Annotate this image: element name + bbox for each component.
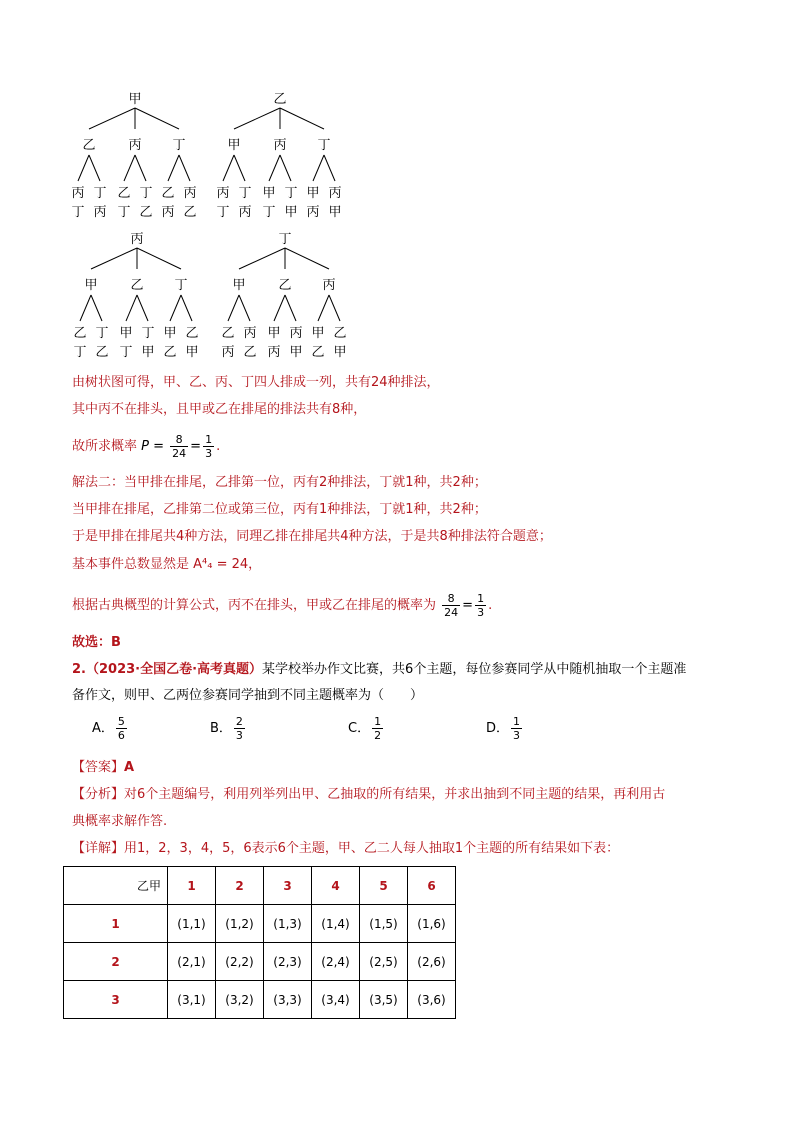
tree-branch bbox=[91, 295, 102, 321]
tree-leaf-top: 乙 bbox=[185, 326, 199, 341]
table-cell: (1,1) bbox=[168, 905, 216, 943]
tree-leaf-top: 甲 bbox=[306, 186, 320, 201]
tree-leaf-bottom: 乙 bbox=[139, 205, 153, 220]
analysis-line1 bbox=[72, 786, 665, 804]
solution1-end: . bbox=[216, 439, 221, 454]
tree-leaf-bottom: 丙 bbox=[221, 345, 235, 360]
option-d-label: D． bbox=[486, 721, 510, 736]
tree-branch bbox=[324, 155, 335, 181]
solution1-frac2: $\frac{1}{3}$ bbox=[205, 433, 213, 460]
table-cell: (2,5) bbox=[360, 943, 408, 981]
question2-number: 2. bbox=[72, 662, 86, 677]
col-header: 6 bbox=[408, 867, 456, 905]
table-cell: (1,5) bbox=[360, 905, 408, 943]
option-c-frac: $\frac{1}{2}$ bbox=[374, 715, 382, 742]
option-a-frac: $\frac{5}{6}$ bbox=[117, 715, 125, 742]
tree-branch bbox=[239, 248, 285, 269]
tree-leaf-top: 丁 bbox=[93, 186, 107, 201]
tree-branch bbox=[228, 295, 239, 321]
tree-branch bbox=[329, 295, 340, 321]
solution1-eq: = bbox=[190, 439, 202, 454]
tree-branch bbox=[179, 155, 190, 181]
tree-child: 乙 bbox=[82, 138, 96, 153]
table-header-row bbox=[64, 867, 456, 905]
tree-child: 丁 bbox=[172, 138, 186, 153]
tree-leaf-top: 甲 bbox=[119, 326, 133, 341]
solution1-var: P = bbox=[141, 439, 165, 454]
table-cell: (3,1) bbox=[168, 981, 216, 1019]
detail-line bbox=[72, 840, 619, 858]
table-cell: (2,4) bbox=[312, 943, 360, 981]
tree-child: 丁 bbox=[317, 138, 331, 153]
analysis-tag: 【分析】 bbox=[72, 787, 125, 802]
answer2-value: A bbox=[124, 760, 135, 775]
tree-leaf-bottom: 丁 bbox=[119, 345, 133, 360]
tree-leaf-bottom: 乙 bbox=[311, 345, 325, 360]
tree-branch bbox=[318, 295, 329, 321]
tree-leaf-top: 丙 bbox=[243, 326, 257, 341]
tree-branch bbox=[239, 295, 250, 321]
solution1-line1: 由树状图可得，甲、乙、丙、丁四人排成一列，共有24种排法， bbox=[72, 375, 440, 390]
solution2-line3: 于是甲排在排尾共4种方法，同理乙排在排尾共4种方法，于是共8种排法符合题意； bbox=[72, 529, 552, 544]
solution2-prefix: 根据古典概型的计算公式，丙不在排头，甲或乙在排尾的概率为 bbox=[72, 598, 437, 613]
question2-line2: 备作文，则甲、乙两位参赛同学抽到不同主题概率为（ ） bbox=[72, 688, 424, 703]
tree-leaf-top: 甲 bbox=[163, 326, 177, 341]
table-cell: (1,2) bbox=[216, 905, 264, 943]
tree-leaf-bottom: 甲 bbox=[185, 345, 199, 360]
tree-child: 丙 bbox=[322, 278, 336, 293]
option-c bbox=[348, 715, 385, 742]
tree-child: 甲 bbox=[232, 278, 246, 293]
tree-branch bbox=[135, 108, 179, 129]
row-header: 1 bbox=[64, 905, 168, 943]
solution2-end: . bbox=[488, 598, 493, 613]
tree-leaf-bottom: 甲 bbox=[333, 345, 347, 360]
table-corner-cell: 乙甲 bbox=[64, 867, 168, 905]
tree-leaf-top: 甲 bbox=[262, 186, 276, 201]
question2-line1 bbox=[72, 661, 686, 679]
tree-branch bbox=[89, 155, 100, 181]
option-b-label: B． bbox=[210, 721, 232, 736]
tree-branch bbox=[137, 248, 181, 269]
col-header: 2 bbox=[216, 867, 264, 905]
solution2-line2: 当甲排在排尾，乙排第二位或第三位，丙有1种排法，丁就1种，共2种； bbox=[72, 502, 487, 517]
tree-child: 乙 bbox=[278, 278, 292, 293]
tree-root: 丙 bbox=[130, 232, 144, 247]
option-b-frac: $\frac{2}{3}$ bbox=[235, 715, 243, 742]
tree-branch bbox=[137, 295, 148, 321]
tree-leaf-top: 丙 bbox=[71, 186, 85, 201]
tree-child: 乙 bbox=[130, 278, 144, 293]
tree-root: 乙 bbox=[273, 92, 287, 107]
tree-leaf-bottom: 丁 bbox=[71, 205, 85, 220]
solution2-eq: = bbox=[462, 598, 474, 613]
answer2-tag: 【答案】 bbox=[72, 760, 125, 775]
col-header: 1 bbox=[168, 867, 216, 905]
tree-branch bbox=[135, 155, 146, 181]
tree-leaf-top: 乙 bbox=[161, 186, 175, 201]
analysis-text1: 对6个主题编号，利用列举列出甲、乙抽取的所有结果，并求出抽到不同主题的结果，再利用古 bbox=[124, 787, 666, 802]
tree-leaf-top: 乙 bbox=[221, 326, 235, 341]
solution1-frac1: $\frac{8}{24}$ bbox=[172, 433, 187, 460]
tree-leaf-top: 甲 bbox=[267, 326, 281, 341]
table-row bbox=[64, 943, 456, 981]
tree-leaf-bottom: 丁 bbox=[73, 345, 87, 360]
analysis-line2: 典概率求解作答. bbox=[72, 814, 168, 829]
detail-tag: 【详解】 bbox=[72, 841, 125, 856]
tree-leaf-top: 丙 bbox=[216, 186, 230, 201]
tree-branch bbox=[285, 248, 329, 269]
solution2-frac1: $\frac{8}{24}$ bbox=[444, 592, 459, 619]
tree-leaf-bottom: 丁 bbox=[216, 205, 230, 220]
tree-leaf-bottom: 甲 bbox=[289, 345, 303, 360]
detail-text: 用1，2，3，4，5，6表示6个主题，甲、乙二人每人抽取1个主题的所有结果如下表： bbox=[124, 841, 620, 856]
tree-branch bbox=[280, 155, 291, 181]
tree-leaf-bottom: 丙 bbox=[161, 205, 175, 220]
tree-root: 丁 bbox=[278, 232, 292, 247]
tree-branch bbox=[313, 155, 324, 181]
tree-leaf-top: 丁 bbox=[284, 186, 298, 201]
solution2-frac2: $\frac{1}{3}$ bbox=[477, 592, 485, 619]
tree-branch bbox=[223, 155, 234, 181]
tree-branch bbox=[181, 295, 192, 321]
table-row bbox=[64, 905, 456, 943]
table-cell: (3,5) bbox=[360, 981, 408, 1019]
col-header: 5 bbox=[360, 867, 408, 905]
row-header: 2 bbox=[64, 943, 168, 981]
table-cell: (3,6) bbox=[408, 981, 456, 1019]
col-header: 4 bbox=[312, 867, 360, 905]
tree-leaf-bottom: 丙 bbox=[93, 205, 107, 220]
tree-child: 丙 bbox=[128, 138, 142, 153]
question2-source: （2023·全国乙卷·高考真题） bbox=[85, 662, 263, 677]
solution2-line1: 解法二：当甲排在排尾，乙排第一位，丙有2种排法，丁就1种，共2种； bbox=[72, 475, 487, 490]
tree-leaf-bottom: 丁 bbox=[117, 205, 131, 220]
tree-branch bbox=[124, 155, 135, 181]
option-a-label: A． bbox=[92, 721, 114, 736]
tree-leaf-top: 丙 bbox=[328, 186, 342, 201]
table-cell: (1,3) bbox=[264, 905, 312, 943]
tree-child: 丁 bbox=[174, 278, 188, 293]
tree-child: 丙 bbox=[273, 138, 287, 153]
tree-leaf-top: 乙 bbox=[73, 326, 87, 341]
option-c-label: C． bbox=[348, 721, 371, 736]
solution1-line2: 其中丙不在排头，且甲或乙在排尾的排法共有8种， bbox=[72, 402, 367, 417]
option-a bbox=[92, 715, 129, 742]
tree-branch bbox=[91, 248, 137, 269]
tree-leaf-top: 丁 bbox=[238, 186, 252, 201]
tree-branch bbox=[78, 155, 89, 181]
tree-branch bbox=[80, 295, 91, 321]
tree-leaf-top: 乙 bbox=[117, 186, 131, 201]
tree-leaf-bottom: 丙 bbox=[306, 205, 320, 220]
option-d bbox=[486, 715, 524, 742]
solution1-prefix: 故所求概率 bbox=[72, 439, 138, 454]
tree-branch bbox=[234, 155, 245, 181]
solution2-line5 bbox=[72, 588, 492, 624]
tree-leaf-bottom: 甲 bbox=[328, 205, 342, 220]
table-cell: (2,2) bbox=[216, 943, 264, 981]
table-cell: (3,4) bbox=[312, 981, 360, 1019]
tree-branch bbox=[269, 155, 280, 181]
row-header: 3 bbox=[64, 981, 168, 1019]
tree-child: 甲 bbox=[227, 138, 241, 153]
question2-text1: 某学校举办作文比赛，共6个主题，每位参赛同学从中随机抽取一个主题准 bbox=[262, 662, 687, 677]
tree-branch bbox=[285, 295, 296, 321]
table-cell: (2,6) bbox=[408, 943, 456, 981]
option-d-frac: $\frac{1}{3}$ bbox=[513, 715, 521, 742]
table-cell: (3,2) bbox=[216, 981, 264, 1019]
tree-leaf-bottom: 丙 bbox=[238, 205, 252, 220]
tree-leaf-top: 丙 bbox=[289, 326, 303, 341]
tree-leaf-bottom: 乙 bbox=[95, 345, 109, 360]
tree-leaf-bottom: 乙 bbox=[163, 345, 177, 360]
tree-diagrams bbox=[0, 0, 794, 370]
tree-branch bbox=[126, 295, 137, 321]
tree-leaf-top: 乙 bbox=[333, 326, 347, 341]
tree-branch bbox=[280, 108, 324, 129]
col-header: 3 bbox=[264, 867, 312, 905]
tree-leaf-bottom: 丙 bbox=[267, 345, 281, 360]
tree-leaf-top: 丁 bbox=[141, 326, 155, 341]
table-cell: (3,3) bbox=[264, 981, 312, 1019]
table-cell: (1,4) bbox=[312, 905, 360, 943]
table-cell: (1,6) bbox=[408, 905, 456, 943]
solution1-line3 bbox=[72, 429, 220, 465]
table-row bbox=[64, 981, 456, 1019]
tree-leaf-bottom: 丁 bbox=[262, 205, 276, 220]
results-table bbox=[63, 866, 456, 1019]
tree-branch bbox=[89, 108, 135, 129]
answer2 bbox=[72, 759, 134, 777]
tree-leaf-bottom: 乙 bbox=[183, 205, 197, 220]
option-b bbox=[210, 715, 247, 742]
tree-branch bbox=[170, 295, 181, 321]
tree-root: 甲 bbox=[128, 92, 142, 107]
table-cell: (2,1) bbox=[168, 943, 216, 981]
solution2-line4: 基本事件总数显然是 A⁴₄ = 24， bbox=[72, 557, 262, 572]
tree-child: 甲 bbox=[84, 278, 98, 293]
tree-branch bbox=[234, 108, 280, 129]
tree-branch bbox=[274, 295, 285, 321]
answer1: 故选：B bbox=[72, 635, 121, 650]
tree-leaf-top: 甲 bbox=[311, 326, 325, 341]
tree-leaf-bottom: 乙 bbox=[243, 345, 257, 360]
tree-leaf-bottom: 甲 bbox=[141, 345, 155, 360]
tree-leaf-top: 丙 bbox=[183, 186, 197, 201]
tree-leaf-bottom: 甲 bbox=[284, 205, 298, 220]
tree-leaf-top: 丁 bbox=[95, 326, 109, 341]
tree-leaf-top: 丁 bbox=[139, 186, 153, 201]
table-cell: (2,3) bbox=[264, 943, 312, 981]
tree-branch bbox=[168, 155, 179, 181]
